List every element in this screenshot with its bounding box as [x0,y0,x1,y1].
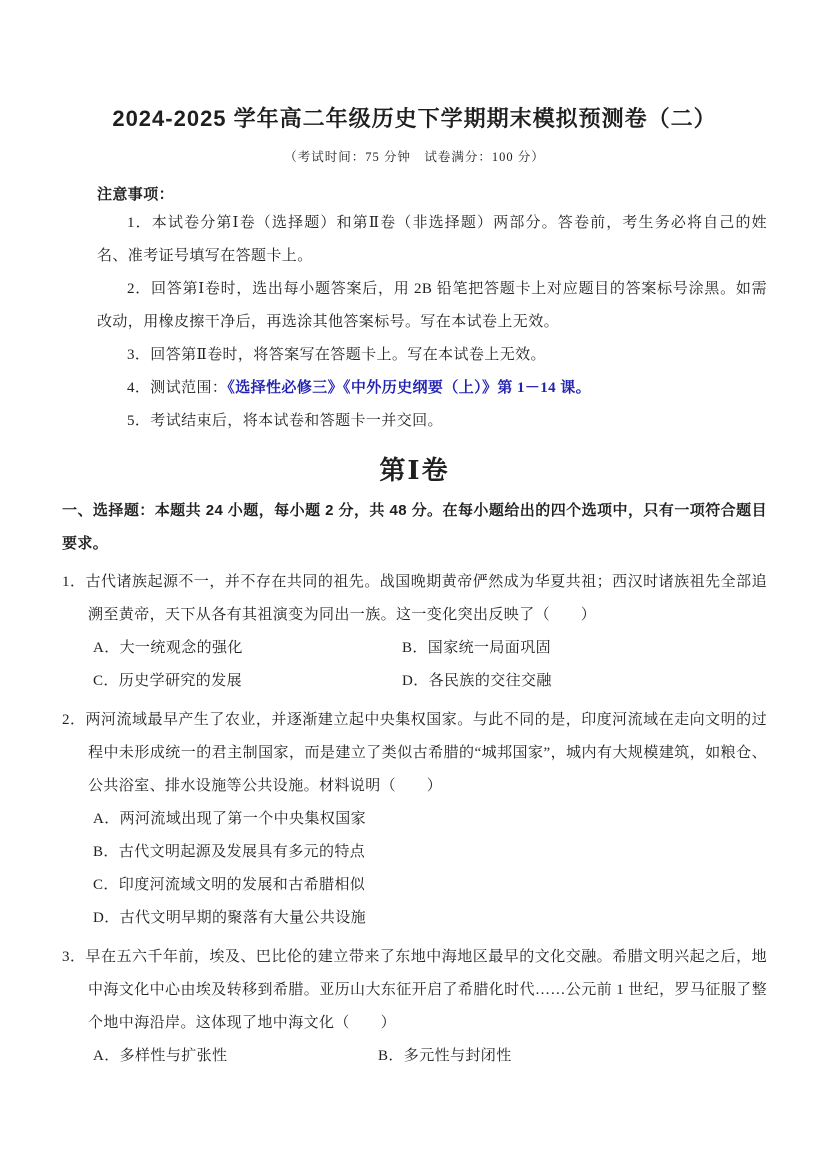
question-2-option-b: B．古代文明起源及发展具有多元的特点 [93,844,366,860]
notice-item-4 [97,372,767,405]
notice-item-5: 5．考试结束后，将本试卷和答题卡一并交回。 [127,413,443,429]
question-1-text: 古代诸族起源不一，并不存在共同的祖先。战国晚期黄帝俨然成为华夏共祖；西汉时诸族祖先全部追溯至黄帝，天下从各有其祖演变为同出一族。这一变化突出反映了（ ） [85,574,767,623]
question-1 [62,566,767,698]
question-3-option-a: A．多样性与扩张性 [93,1048,228,1064]
question-3-number: 3． [62,949,86,965]
exam-time-score-info: （考试时间：75 分钟 试卷满分：100 分） [284,150,545,164]
question-3-stem [62,941,767,1040]
page-title: 2024-2025 学年高二年级历史下学期期末模拟预测卷（二） [112,106,717,131]
question-3-option-b: B．多元性与封闭性 [378,1048,512,1064]
notice-item-3: 3．回答第Ⅱ卷时，将答案写在答题卡上。写在本试卷上无效。 [127,347,546,363]
question-2-number: 2． [62,712,86,728]
notice-item-1: 1．本试卷分第Ⅰ卷（选择题）和第Ⅱ卷（非选择题）两部分。答卷前，考生务必将自己的姓名、准考证号填写在答题卡上。 [97,215,767,264]
question-2-text: 两河流域最早产生了农业，并逐渐建立起中央集权国家。与此不同的是，印度河流域在走向文明的过程中未形成统一的君主制国家，而是建立了类似古希腊的“城邦国家”，城内有大规模建筑，如粮仓、公共浴室、排水设施等公共设施。材料说明（ ） [85,712,767,794]
part-one-heading: 第Ⅰ卷 [379,456,450,485]
multiple-choice-section-intro: 一、选择题：本题共 24 小题，每小题 2 分，共 48 分。在每小题给出的四个选项中，只有一项符合题目要求。 [62,502,767,552]
question-2-options [93,803,767,935]
question-1-stem [62,566,767,632]
question-1-option-b: B．国家统一局面巩固 [402,640,552,656]
question-1-options [93,632,767,698]
question-2 [62,704,767,935]
question-2-stem [62,704,767,803]
notice-item-2: 2．回答第Ⅰ卷时，选出每小题答案后，用 2B 铅笔把答题卡上对应题目的答案标号涂黑。如需改动，用橡皮擦干净后，再选涂其他答案标号。写在本试卷上无效。 [97,281,767,330]
question-1-option-c: C．历史学研究的发展 [93,673,243,689]
question-2-option-c: C．印度河流域文明的发展和古希腊相似 [93,877,366,893]
question-2-option-d: D．古代文明早期的聚落有大量公共设施 [93,910,367,926]
notice-item-4-prefix: 4．测试范围： [127,380,228,396]
question-1-option-d: D．各民族的交往交融 [402,673,552,689]
question-3-options [93,1040,767,1073]
question-3-text: 早在五六千年前，埃及、巴比伦的建立带来了东地中海地区最早的文化交融。希腊文明兴起之后，地中海文化中心由埃及转移到希腊。亚历山大东征开启了希腊化时代……公元前 1 世纪，罗马征服了整个地中海沿岸。这体现了地中海文化（ ） [85,949,767,1031]
question-1-option-a: A．大一统观念的强化 [93,640,243,656]
notice-heading: 注意事项： [97,186,175,203]
question-3 [62,941,767,1073]
notice-list [97,207,767,438]
question-1-number: 1． [62,574,86,590]
question-2-option-a: A．两河流域出现了第一个中央集权国家 [93,811,367,827]
test-scope-highlight: 《选择性必修三》《中外历史纲要（上）》第 1－14 课。 [227,380,592,396]
